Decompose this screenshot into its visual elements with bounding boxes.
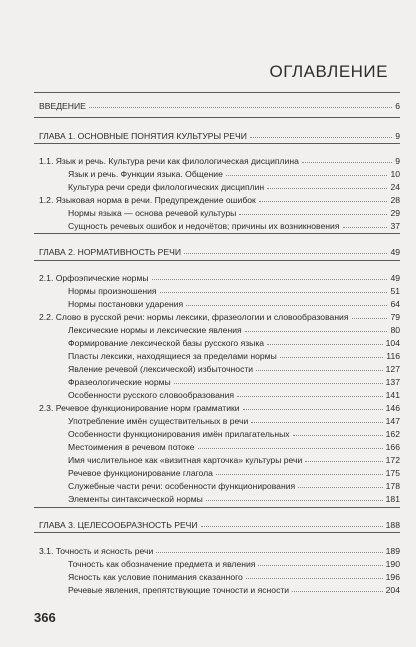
toc-entry-page: 49 [390, 273, 400, 283]
leader-dots [256, 370, 383, 371]
toc-entry[interactable] [0, 402, 416, 414]
toc-entry-title: 2.2. Слово в русской речи: нормы лексики, фразеологии и словообразования [39, 312, 349, 322]
toc-entry-page: 175 [385, 468, 400, 478]
toc-entry-page: 24 [390, 182, 400, 192]
toc-entry-page: 51 [390, 286, 400, 296]
section-divider [34, 532, 400, 533]
section-divider [34, 143, 400, 144]
toc-entry-page: 64 [390, 299, 400, 309]
toc-entry-page: 79 [390, 312, 400, 322]
leader-dots [250, 137, 392, 138]
leader-dots [352, 318, 387, 319]
toc-entry-page: 9 [395, 156, 400, 166]
toc-entry-page: 146 [385, 403, 400, 413]
leader-dots [292, 591, 383, 592]
toc-entry-title: ГЛАВА 2. НОРМАТИВНОСТЬ РЕЧИ [39, 247, 182, 257]
toc-entry[interactable] [0, 428, 416, 440]
toc-entry[interactable] [0, 181, 416, 193]
toc-entry-title: Пласты лексики, находящиеся за пределами нормы [68, 351, 277, 361]
toc-entry[interactable] [0, 571, 416, 583]
toc-entry-page: 104 [385, 338, 400, 348]
toc-entry-title: ВВЕДЕНИЕ [39, 101, 86, 111]
section-divider [34, 260, 400, 261]
leader-dots [156, 552, 383, 553]
toc-entry[interactable] [0, 207, 416, 219]
toc-entry[interactable] [0, 168, 416, 180]
leader-dots [237, 396, 383, 397]
toc-entry-title: Нормы языка — основа речевой культуры [68, 208, 237, 218]
leader-dots [251, 422, 383, 423]
leader-dots [174, 383, 383, 384]
toc-entry-page: 49 [390, 247, 400, 257]
section-divider [34, 233, 400, 234]
toc-entry-title: 2.3. Речевое функционирование норм грамматики [39, 403, 240, 413]
toc-entry-page: 181 [385, 494, 400, 504]
toc-entry[interactable] [0, 480, 416, 492]
toc-entry[interactable] [0, 454, 416, 466]
toc-entry-title: Лексические нормы и лексические явления [68, 325, 242, 335]
toc-entry-title: Формирование лексической базы русского языка [68, 338, 265, 348]
leader-dots [186, 305, 387, 306]
toc-entry-title: Ясность как условие понимания сказанного [68, 572, 243, 582]
toc-entry-title: 2.1. Орфоэпические нормы [39, 273, 149, 283]
toc-entry-page: 162 [385, 429, 400, 439]
leader-dots [89, 107, 392, 108]
toc-entry-title: Служебные части речи: особенности функционирования [68, 481, 296, 491]
toc-entry[interactable] [0, 220, 416, 232]
toc-entry[interactable] [0, 130, 416, 142]
toc-entry-title: Сущность речевых ошибок и недочётов; причины их возникновения [68, 221, 340, 231]
toc-entry[interactable] [0, 155, 416, 167]
toc-entry-title: Особенности функционирования имён прилагательных [68, 429, 290, 439]
toc-entry-page: 166 [385, 442, 400, 452]
toc-entry-title: Культура речи среди филологических дисциплин [68, 182, 265, 192]
toc-entry-page: 196 [385, 572, 400, 582]
toc-entry-page: 190 [385, 559, 400, 569]
toc-entry[interactable] [0, 311, 416, 323]
top-rule [34, 92, 400, 93]
leader-dots [206, 500, 383, 501]
toc-entry-title: ГЛАВА 1. ОСНОВНЫЕ ПОНЯТИЯ КУЛЬТУРЫ РЕЧИ [39, 131, 247, 141]
leader-dots [216, 474, 383, 475]
toc-entry-title: Явление речевой (лексической) избыточности [68, 364, 254, 374]
toc-entry-title: Фразеологические нормы [68, 377, 171, 387]
toc-entry[interactable] [0, 350, 416, 362]
leader-dots [280, 357, 383, 358]
toc-entry[interactable] [0, 467, 416, 479]
toc-entry[interactable] [0, 285, 416, 297]
leader-dots [259, 201, 387, 202]
leader-dots [267, 188, 387, 189]
toc-entry-page: 37 [390, 221, 400, 231]
toc-entry-page: 141 [385, 390, 400, 400]
toc-entry[interactable] [0, 558, 416, 570]
leader-dots [258, 565, 383, 566]
toc-entry-title: Употребление имён существительных в речи [68, 416, 249, 426]
toc-entry-title: Особенности русского словообразования [68, 390, 235, 400]
toc-entry[interactable] [0, 337, 416, 349]
leader-dots [246, 578, 383, 579]
toc-entry[interactable] [0, 545, 416, 557]
leader-dots [343, 227, 387, 228]
toc-entry-page: 127 [385, 364, 400, 374]
toc-entry[interactable] [0, 324, 416, 336]
toc-entry-page: 80 [390, 325, 400, 335]
toc-entry-title: 1.2. Языковая норма в речи. Предупреждение ошибок [39, 195, 256, 205]
toc-entry[interactable] [0, 376, 416, 388]
leader-dots [267, 344, 383, 345]
toc-entry-title: Речевое функционирование глагола [68, 468, 213, 478]
toc-entry[interactable] [0, 100, 416, 112]
toc-entry[interactable] [0, 246, 416, 258]
toc-entry-page: 9 [395, 131, 400, 141]
toc-entry[interactable] [0, 441, 416, 453]
leader-dots [298, 487, 383, 488]
leader-dots [160, 292, 387, 293]
toc-entry[interactable] [0, 194, 416, 206]
leader-dots [243, 409, 383, 410]
toc-entry-title: Язык и речь. Функции языка. Общение [68, 169, 223, 179]
toc-entry[interactable] [0, 584, 416, 596]
toc-entry[interactable] [0, 272, 416, 284]
toc-entry[interactable] [0, 415, 416, 427]
leader-dots [226, 175, 387, 176]
toc-entry-title: Нормы произношения [68, 286, 157, 296]
leader-dots [239, 214, 387, 215]
toc-entry-page: 188 [385, 520, 400, 530]
toc-entry-title: Имя числительное как «визитная карточка» культуры речи [68, 455, 303, 465]
leader-dots [302, 162, 392, 163]
toc-entry[interactable] [0, 493, 416, 505]
toc-entry-title: ГЛАВА 3. ЦЕЛЕСООБРАЗНОСТЬ РЕЧИ [39, 520, 198, 530]
toc-entry-title: Нормы постановки ударения [68, 299, 184, 309]
toc-entry[interactable] [0, 519, 416, 531]
leader-dots [184, 253, 387, 254]
leader-dots [245, 331, 387, 332]
toc-entry-page: 178 [385, 481, 400, 491]
toc-entry[interactable] [0, 298, 416, 310]
leader-dots [305, 461, 383, 462]
leader-dots [201, 526, 383, 527]
leader-dots [198, 448, 383, 449]
page-number: 366 [34, 610, 56, 625]
toc-entry-page: 29 [390, 208, 400, 218]
toc-entry-page: 172 [385, 455, 400, 465]
toc-entry-title: 1.1. Язык и речь. Культура речи как филологическая дисциплина [39, 156, 299, 166]
toc-entry-page: 28 [390, 195, 400, 205]
toc-entry-page: 137 [385, 377, 400, 387]
leader-dots [293, 435, 383, 436]
page-title: ОГЛАВЛЕНИЕ [269, 62, 388, 81]
leader-dots [152, 279, 387, 280]
toc-entry-page: 10 [390, 169, 400, 179]
toc-entry-title: Точность как обозначение предмета и явления [68, 559, 256, 569]
toc-entry-title: Местоимения в речевом потоке [68, 442, 195, 452]
toc-entry-title: Речевые явления, препятствующие точности и ясности [68, 585, 290, 595]
section-divider [34, 507, 400, 508]
toc-entry-title: Элементы синтаксической нормы [68, 494, 203, 504]
toc-entry-page: 116 [386, 351, 400, 361]
toc-entry-page: 204 [385, 585, 400, 595]
toc-entry[interactable] [0, 389, 416, 401]
section-divider [34, 117, 400, 118]
toc-entry-page: 189 [385, 546, 400, 556]
toc-entry-page: 147 [385, 416, 400, 426]
toc-entry[interactable] [0, 363, 416, 375]
toc-entry-page: 6 [395, 101, 400, 111]
toc-entry-title: 3.1. Точность и ясность речи [39, 546, 154, 556]
